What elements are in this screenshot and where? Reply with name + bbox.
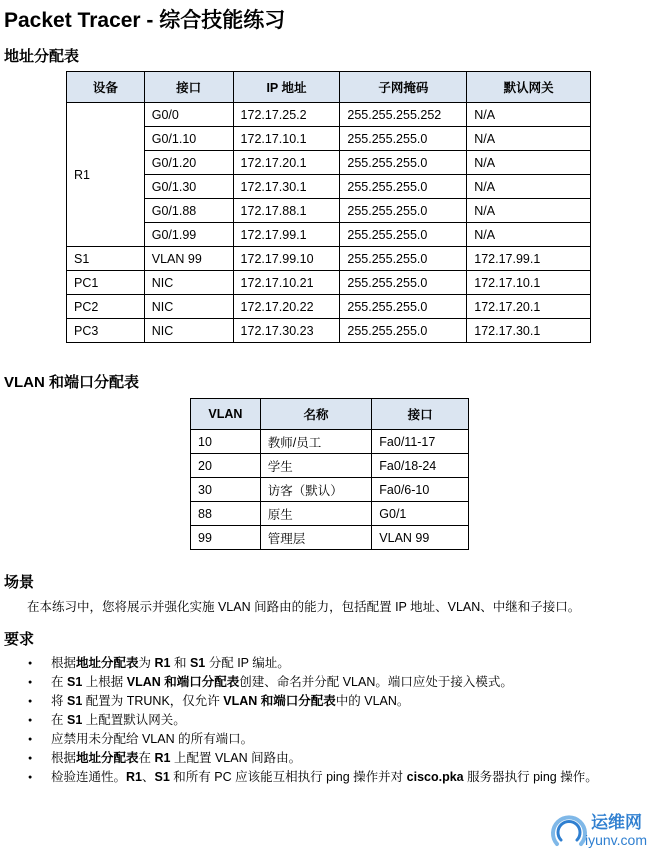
table-cell: 255.255.255.0	[340, 295, 467, 319]
text-segment: 和	[170, 656, 190, 670]
table-cell: G0/1	[372, 502, 469, 526]
list-item	[0, 711, 598, 730]
text-segment: 服务器执行 ping 操作。	[463, 770, 598, 784]
text-segment: 和所有 PC 应该能互相执行 ping 操作并对	[169, 770, 407, 784]
table-row	[67, 295, 591, 319]
table-row	[67, 271, 591, 295]
table-cell: N/A	[467, 127, 591, 151]
table-cell: 172.17.25.2	[233, 103, 340, 127]
text-segment: 上配置 VLAN 间路由。	[170, 751, 302, 765]
table-cell: G0/1.20	[144, 151, 233, 175]
table-cell: 访客（默认）	[260, 478, 372, 502]
text-segment: 创建、命名并分配 VLAN。端口应处于接入模式。	[239, 675, 513, 689]
text-segment: 、	[142, 770, 155, 784]
address-table	[66, 71, 591, 343]
header-cell: VLAN	[191, 399, 261, 430]
table-cell: 172.17.99.1	[233, 223, 340, 247]
text-segment: 为	[138, 656, 155, 670]
page-title: Packet Tracer - 综合技能练习	[4, 9, 286, 32]
header-cell: 默认网关	[467, 72, 591, 103]
table-cell: NIC	[144, 319, 233, 343]
table-cell: 88	[191, 502, 261, 526]
device-cell: R1	[67, 103, 145, 247]
bold-text: S1	[154, 770, 170, 784]
table-row	[191, 526, 469, 550]
table-cell: VLAN 99	[372, 526, 469, 550]
table-cell: G0/1.30	[144, 175, 233, 199]
table-cell: 172.17.10.1	[467, 271, 591, 295]
bold-text: 地址分配表	[76, 656, 139, 670]
table-cell: NIC	[144, 271, 233, 295]
header-cell: IP 地址	[233, 72, 340, 103]
text-segment: 中的 VLAN。	[335, 694, 410, 708]
table-cell: 255.255.255.0	[340, 271, 467, 295]
table-row	[191, 454, 469, 478]
table-cell: N/A	[467, 175, 591, 199]
address-table-heading: 地址分配表	[4, 48, 80, 65]
bold-text: S1	[66, 694, 83, 708]
device-cell: PC3	[67, 319, 145, 343]
requirements-list	[0, 654, 598, 787]
table-row	[67, 199, 591, 223]
text-segment: 检验连通性。	[51, 770, 127, 784]
table-cell: Fa0/18-24	[372, 454, 469, 478]
table-cell: 255.255.255.0	[340, 175, 467, 199]
text-segment: 在	[51, 675, 67, 689]
header-cell: 名称	[260, 399, 372, 430]
table-cell: 管理层	[260, 526, 372, 550]
text-segment: 上配置默认网关。	[82, 713, 186, 727]
table-cell: 255.255.255.252	[340, 103, 467, 127]
table-cell: Fa0/11-17	[372, 430, 469, 454]
table-cell: 172.17.10.21	[233, 271, 340, 295]
table-row	[67, 247, 591, 271]
table-cell: 172.17.30.1	[233, 175, 340, 199]
device-cell: S1	[67, 247, 145, 271]
table-cell: 172.17.20.1	[233, 151, 340, 175]
table-cell: G0/1.99	[144, 223, 233, 247]
table-cell: 172.17.99.10	[233, 247, 340, 271]
table-cell: 255.255.255.0	[340, 151, 467, 175]
table-cell: 10	[191, 430, 261, 454]
bold-text: S1	[66, 713, 83, 727]
header-cell: 接口	[144, 72, 233, 103]
table-cell: Fa0/6-10	[372, 478, 469, 502]
header-cell: 接口	[372, 399, 469, 430]
table-cell: 255.255.255.0	[340, 319, 467, 343]
table-cell: G0/1.88	[144, 199, 233, 223]
table-row	[67, 103, 591, 127]
text-segment: 在	[138, 751, 155, 765]
watermark-text-cn: 运维网	[591, 813, 642, 832]
table-cell: N/A	[467, 151, 591, 175]
table-cell: 20	[191, 454, 261, 478]
bold-text: VLAN 和端口分配表	[126, 675, 240, 689]
text-segment: 根据	[51, 656, 77, 670]
table-row	[67, 151, 591, 175]
address-table-header	[67, 72, 591, 103]
requirements-heading: 要求	[4, 631, 35, 648]
bold-text: R1	[154, 656, 171, 670]
watermark-text-en: iyunv.com	[585, 832, 647, 848]
table-row	[191, 502, 469, 526]
bold-text: S1	[66, 675, 83, 689]
table-row	[67, 223, 591, 247]
vlan-table	[190, 398, 469, 550]
table-cell: G0/0	[144, 103, 233, 127]
text-segment: 分配 IP 编址。	[205, 656, 290, 670]
table-row	[67, 319, 591, 343]
table-cell: 原生	[260, 502, 372, 526]
table-cell: 教师/员工	[260, 430, 372, 454]
device-cell: PC2	[67, 295, 145, 319]
table-cell: 255.255.255.0	[340, 247, 467, 271]
vlan-table-header	[191, 399, 469, 430]
table-cell: N/A	[467, 199, 591, 223]
table-cell: N/A	[467, 103, 591, 127]
text-segment: 在	[51, 713, 67, 727]
table-row	[67, 127, 591, 151]
table-cell: 30	[191, 478, 261, 502]
text-segment: 将	[51, 694, 67, 708]
table-cell: 172.17.99.1	[467, 247, 591, 271]
table-cell: 172.17.30.23	[233, 319, 340, 343]
table-cell: 172.17.20.1	[467, 295, 591, 319]
text-segment: 应禁用未分配给 VLAN 的所有端口。	[51, 732, 254, 746]
table-cell: 172.17.10.1	[233, 127, 340, 151]
table-cell: 172.17.30.1	[467, 319, 591, 343]
bold-text: 地址分配表	[76, 751, 139, 765]
table-cell: 255.255.255.0	[340, 199, 467, 223]
table-cell: 255.255.255.0	[340, 223, 467, 247]
table-cell: 255.255.255.0	[340, 127, 467, 151]
list-item	[0, 673, 598, 692]
list-item	[0, 749, 598, 768]
bold-text: VLAN 和端口分配表	[223, 694, 336, 708]
table-cell: 172.17.20.22	[233, 295, 340, 319]
table-cell: N/A	[467, 223, 591, 247]
list-item	[0, 654, 598, 673]
watermark-logo-icon	[549, 804, 589, 852]
header-cell: 子网掩码	[340, 72, 467, 103]
bold-text: R1	[154, 751, 171, 765]
list-item	[0, 730, 598, 749]
table-cell: 172.17.88.1	[233, 199, 340, 223]
text-segment: 配置为 TRUNK，仅允许	[82, 694, 224, 708]
table-cell: NIC	[144, 295, 233, 319]
bold-text: R1	[126, 770, 142, 784]
bold-text: S1	[189, 656, 206, 670]
header-cell: 设备	[67, 72, 145, 103]
table-cell: 99	[191, 526, 261, 550]
table-row	[191, 430, 469, 454]
vlan-table-heading: VLAN 和端口分配表	[4, 374, 140, 391]
table-cell: VLAN 99	[144, 247, 233, 271]
table-cell: G0/1.10	[144, 127, 233, 151]
text-segment: 根据	[51, 751, 77, 765]
table-row	[191, 478, 469, 502]
table-cell: 学生	[260, 454, 372, 478]
scenario-text: 在本练习中，您将展示并强化实施 VLAN 间路由的能力，包括配置 IP 地址、VLAN、中继和子接口。	[27, 600, 581, 614]
scenario-heading: 场景	[4, 574, 35, 591]
list-item	[0, 768, 598, 787]
list-item	[0, 692, 598, 711]
watermark	[549, 804, 653, 854]
bold-text: cisco.pka	[406, 770, 464, 784]
device-cell: PC1	[67, 271, 145, 295]
text-segment: 上根据	[82, 675, 127, 689]
table-row	[67, 175, 591, 199]
